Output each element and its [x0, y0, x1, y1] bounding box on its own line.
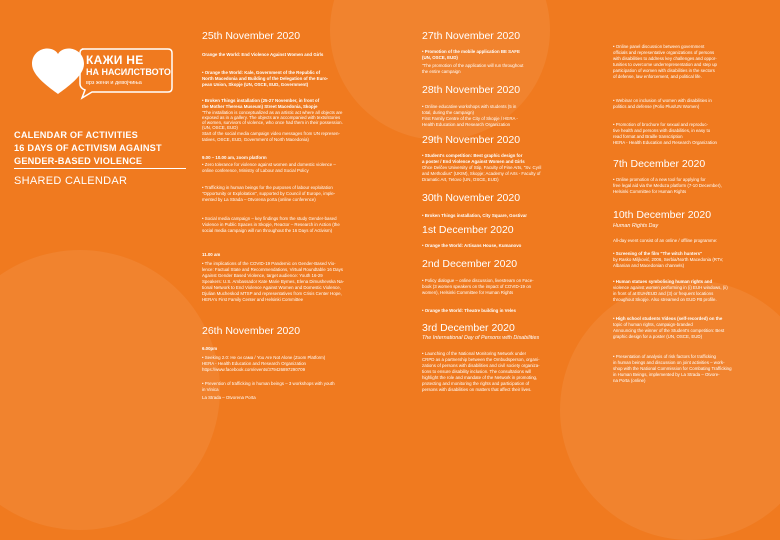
- bg-circle-1: [0, 250, 220, 530]
- event-text: https://www.facebook.com/events/379426897290709: [202, 367, 306, 372]
- date-heading: 26th November 2020: [202, 325, 301, 337]
- event-text: tional Network to End Violence Against Women and Domestic Violence,: [202, 285, 341, 290]
- date-heading: 1st December 2020: [422, 224, 514, 236]
- event-text: • The implications of the COVID-19 Pandemic on Gender-Based Vio-: [202, 261, 336, 266]
- event-text: Against Gender Based Violence, target audience: Youth 16-29: [202, 273, 323, 278]
- event-text: graphic design for a poster (UN, OSCE, EUD): [613, 334, 703, 339]
- event-text: total, during the campaign): [422, 110, 474, 115]
- logo-title: КАЖИ НЕ: [86, 53, 144, 67]
- event-text: na Porta (online): [613, 378, 646, 383]
- heading-line: 16 DAYS OF ACTIVISM AGAINST: [14, 143, 162, 153]
- event-text: officials and representative organizations of persons: [613, 50, 715, 55]
- event-text: • Presentation of analysis of risk factors for trafficking: [613, 354, 716, 359]
- event-text: Djulian Mucheskod MTSP and representatives from Crisis Center Hope,: [202, 291, 342, 296]
- event-text: • Webinar on inclusion of women with disabilities in: [613, 98, 712, 103]
- event-text: of women, survivors of violence, who once had them in their possession.: [202, 120, 343, 125]
- event-text: • Screening of the film "The witch hunters": [613, 251, 703, 256]
- logo-tagline: врз жени и девојчиња: [86, 80, 142, 86]
- event-text: Helsinki Committee for Human Rights: [613, 189, 687, 194]
- event-text: tunities to overcome underrepresentation and step up: [613, 62, 717, 67]
- event-text: North Macedonia and Building of the Delegation of the Euro-: [202, 76, 329, 81]
- event-text: pean Union, Skopje (UN, OSCE, EUD, Government): [202, 82, 309, 87]
- event-text: with disabilities to address key challenges and oppor-: [613, 56, 717, 61]
- event-text: "The promotion of the application will run throughout: [422, 63, 524, 68]
- event-text: book (3 women speakers on the impact of COVID-19 on: [422, 284, 532, 289]
- event-text: • Seeking 2.0: Не си сама / You Are Not Alone (Zoom Platform): [202, 355, 326, 360]
- event-text: free legal aid via the Meduza platform (7-10 December),: [613, 183, 722, 188]
- event-text: Violence in Public Spaces in Skopje, Reactor – Research in Action (the: [202, 222, 340, 227]
- event-text: violence against women performing in (i) EUH windows, (ii): [613, 285, 728, 290]
- event-text: by Rasko Miljković, 2006, Serbia/North Macedonia (RTV,: [613, 257, 724, 262]
- event-text: highlight the role and mandate of the Network in promoting,: [422, 375, 538, 380]
- event-text: politics and defense (Polio Plus/UN Women): [613, 104, 700, 109]
- event-text: (UN, OSCE, EUD): [422, 55, 458, 60]
- event-text: protecting and monitoring the rights and participation of: [422, 381, 530, 386]
- event-text: First Family Centre of the City of Skopje / HERA -: [422, 116, 518, 121]
- event-text: • Policy dialogue – online discussion, livestream on Face-: [422, 278, 534, 283]
- event-text: a poster / End Violence Against Women and Girls: [422, 159, 525, 164]
- event-text: • Online promotion of a new tool for applying for: [613, 177, 706, 182]
- event-text: tatives, OSCE, EUD, Government of North Macedonia): [202, 137, 309, 142]
- date-heading: 2nd December 2020: [422, 258, 518, 270]
- logo-subtitle: НА НАСИЛСТВОТО: [86, 67, 171, 77]
- event-text: women), Helsinki Committee for Human Rights: [422, 290, 514, 295]
- event-text: "The installation is conceptualized as an artistic act where all objects are: [202, 110, 343, 115]
- date-heading: 7th December 2020: [613, 158, 706, 170]
- event-text: La Strada – Otvorena Porta: [202, 395, 256, 400]
- date-heading: 10th December 2020: [613, 209, 712, 221]
- event-text: • Social media campaign – key findings from the study Gender-based: [202, 216, 337, 221]
- date-heading: 3rd December 2020: [422, 322, 515, 334]
- event-text: Orange the World: End Violence Against Women and Girls: [202, 52, 324, 57]
- event-text: 9.00 – 10.00 am, zoom platform: [202, 155, 267, 160]
- event-text: topic of human rights, campaign-branded: [613, 322, 693, 327]
- date-heading: 25th November 2020: [202, 30, 301, 42]
- calendar-heading: [14, 129, 194, 168]
- event-text: • Orange the World: Kale, Government of the Republic of: [202, 70, 321, 75]
- event-text: Announcing the winner of the Student's competition: Best: [613, 328, 725, 333]
- event-text: HERA's First Family Center and Helsinki Committee: [202, 297, 304, 302]
- event-text: • Promotion of brochure for sexual and reproduc-: [613, 122, 709, 127]
- date-heading: 28th November 2020: [422, 84, 521, 96]
- event-text: • Broken Things installation (25-27 November, in front of: [202, 98, 320, 103]
- event-text: HERA - Health Education and Research Organization: [202, 361, 306, 366]
- event-text: Dramatic Art, Tetovo (UN, OSCE, EUD): [422, 177, 499, 182]
- event-text: tions to ensure disability inclusion. The consultations will: [422, 369, 532, 374]
- event-text: Ohce Delčev University of Stip, Faculty of Fine Arts, "Sv. Cyril: [422, 165, 542, 170]
- event-text: Start of the social media campaign video messages from UN represen-: [202, 131, 340, 136]
- event-text: Health Education and Research Organization: [422, 122, 511, 127]
- event-text: Albanian and Macedonian channels): [613, 263, 685, 268]
- heading-line: GENDER-BASED VIOLENCE: [14, 156, 143, 166]
- event-text: • Zero tolerance for violence against women and domestic violence –: [202, 162, 336, 167]
- event-text: • Promotion of the mobile application BE SAFE: [422, 49, 520, 54]
- event-text: persons with disabilities on matters that affect their lives.: [422, 387, 532, 392]
- event-text: participation of women with disabilities in the sectors: [613, 68, 715, 73]
- event-text: Speakers: U.S. Ambassador Kate Marie Byrnes, Elena Dimushevska Na-: [202, 279, 345, 284]
- event-text: zations of persons with disabilities and civil society organiza-: [422, 363, 540, 368]
- event-text: 11.00 am: [202, 252, 221, 257]
- event-text: in front of at EUH/EUD and (3) or frequent locations: [613, 291, 714, 296]
- heading-line: CALENDAR OF ACTIVITIES: [14, 130, 139, 140]
- date-subtitle: The International Day of Persons with Disabilities: [422, 335, 540, 341]
- event-text: • Orange the World: Artisans House, Kumanovo: [422, 243, 522, 248]
- date-heading: 29th November 2020: [422, 134, 521, 146]
- campaign-logo: [28, 44, 173, 100]
- event-text: and Methodius" (UKIM), Skopje; Academy of Arts - Faculty of: [422, 171, 541, 176]
- event-text: CRPD as a partnership between the Ombudsperson, organi-: [422, 357, 540, 362]
- event-text: online conference, Ministry of Labour and Social Policy: [202, 168, 309, 173]
- event-text: exposed as in a gallery. The objects are accompanied with texts/stories: [202, 115, 341, 120]
- event-text: • Prevention of trafficking in human beings – 3 workshops with youth: [202, 381, 335, 386]
- shared-calendar-label: SHARED CALENDAR: [14, 175, 128, 187]
- event-text: tive health and persons with disabilities, in easy to: [613, 128, 711, 133]
- event-text: the Mother Theresa Museum) Street Macedonia, Skopje: [202, 104, 318, 109]
- event-text: • Student's competition: Best graphic design for: [422, 153, 523, 158]
- event-text: lence: Factual State and Recommendations, Virtual Roundtable 16 Days: [202, 267, 343, 272]
- event-text: mented by La Strada – Otvorena porta (online conference): [202, 197, 316, 202]
- event-text: • Human statues symbolising human rights and: [613, 279, 713, 284]
- heading-divider: [14, 168, 186, 169]
- event-text: • Online panel discussion between government: [613, 44, 705, 49]
- event-text: "Opportunity or Exploitation", supported by Council of Europe, imple-: [202, 191, 336, 196]
- event-text: All-day event consist of an online / offline programme:: [613, 238, 718, 243]
- event-text: in Vinica: [202, 387, 219, 392]
- event-text: read format and Braille transcription: [613, 134, 683, 139]
- event-text: • Launching of the National Monitoring Network under: [422, 351, 527, 356]
- event-text: HERA - Health Education and Research Organization: [613, 140, 717, 145]
- event-text: • High school students Videos (self-recorded) on the: [613, 316, 723, 321]
- event-text: the entire campaign: [422, 69, 461, 74]
- event-text: • Orange the World: Theatre building in Veles: [422, 308, 516, 313]
- date-heading: 30th November 2020: [422, 192, 521, 204]
- event-text: shop with the National Commission for Combating Trafficking: [613, 366, 732, 371]
- event-text: • Broken Things installation, City Square, Gostivar: [422, 213, 527, 218]
- event-text: in Human Beings, implemented by La Strada – Otvore-: [613, 372, 720, 377]
- event-text: • Trafficking in human beings for the purposes of labour exploitation: [202, 185, 333, 190]
- event-text: throughout Skopje. Also streamed on EUD FB profile.: [613, 297, 717, 302]
- event-text: social media campaign will run throughout the 16 Days of Activism): [202, 228, 333, 233]
- date-subtitle: Human Rights Day: [613, 223, 659, 229]
- event-text: (UN, OSCE, EUD): [202, 125, 238, 130]
- event-text: in human beings and discussion on joint activities – work-: [613, 360, 725, 365]
- event-text: • Online educative workshops with students (5 in: [422, 104, 517, 109]
- event-text: of defense, law enforcement, and political life.: [613, 74, 702, 79]
- date-heading: 27th November 2020: [422, 30, 521, 42]
- event-text: 6.00pm: [202, 346, 218, 351]
